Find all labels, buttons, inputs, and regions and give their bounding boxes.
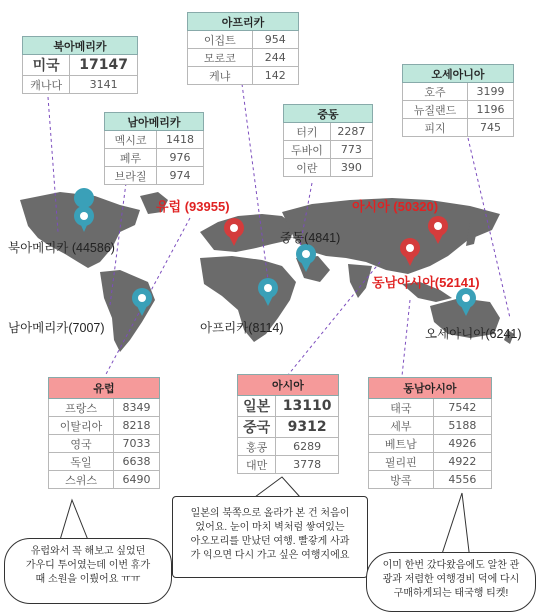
india-landmass: [348, 264, 372, 298]
table-cell: 일본: [238, 396, 276, 417]
table-cell: 미국: [23, 55, 70, 76]
comment-bubble-europe: [4, 538, 172, 604]
table-header: 아시아: [238, 375, 339, 396]
table-header: 아프리카: [188, 13, 299, 31]
table-cell: 142: [252, 67, 298, 85]
table-cell: 745: [468, 119, 514, 137]
comment-line: 때 소원을 이뤘어요 ㅠㅠ: [35, 574, 141, 585]
table-cell: 5188: [433, 417, 491, 435]
table-cell: 두바이: [284, 141, 331, 159]
table-cell: 프랑스: [49, 399, 114, 417]
table-south-america: [104, 112, 204, 185]
table-cell: 6638: [114, 453, 160, 471]
table-header: 오세아니아: [403, 65, 514, 83]
comment-line: 구매하게되는 태국행 티켓!: [393, 588, 509, 599]
table-cell: 9312: [276, 417, 339, 438]
label-south-america: 남아메리카(7007): [8, 321, 105, 335]
comment-line: 이미 한번 갔다왔음에도 알찬 관: [382, 560, 520, 571]
comment-line: 일본의 북쪽으로 올라가 본 건 처음이: [190, 508, 350, 519]
table-cell: 13110: [276, 396, 339, 417]
table-cell: 이란: [284, 159, 331, 177]
table-cell: 브라질: [105, 167, 157, 185]
table-cell: 터키: [284, 123, 331, 141]
table-southeast-asia: [368, 377, 492, 489]
table-cell: 1196: [468, 101, 514, 119]
tail-asia: [255, 477, 300, 497]
table-cell: 1418: [157, 131, 204, 149]
comment-bubble-asia: [172, 496, 368, 578]
table-asia: [237, 374, 339, 474]
tail-southeast-asia: [440, 493, 470, 560]
table-cell: 태국: [369, 399, 434, 417]
label-southeast-asia: 동남아시아(52141): [372, 275, 480, 290]
comment-line: 가우디 투어였는데 이번 휴가: [25, 560, 151, 571]
comment-line: 었어요. 눈이 마치 벽처럼 쌓여있는: [195, 522, 345, 533]
table-europe: [48, 377, 160, 489]
table-cell: 뉴질랜드: [403, 101, 468, 119]
table-cell: 4926: [433, 435, 491, 453]
table-cell: 8349: [114, 399, 160, 417]
leader-southeast-asia: [402, 300, 410, 376]
table-cell: 244: [252, 49, 298, 67]
table-cell: 대만: [238, 456, 276, 474]
south-america-landmass: [100, 270, 155, 352]
table-cell: 캐나다: [23, 76, 70, 94]
label-oceania: 오세아니아(6241): [425, 327, 522, 341]
table-cell: 3141: [70, 76, 138, 94]
table-cell: 케냐: [188, 67, 253, 85]
table-cell: 페루: [105, 149, 157, 167]
table-cell: 3778: [276, 456, 339, 474]
table-cell: 베트남: [369, 435, 434, 453]
table-cell: 모로코: [188, 49, 253, 67]
table-cell: 3199: [468, 83, 514, 101]
table-header: 북아메리카: [23, 37, 138, 55]
table-cell: 호주: [403, 83, 468, 101]
table-cell: 필리핀: [369, 453, 434, 471]
table-cell: 홍콩: [238, 438, 276, 456]
table-cell: 방콕: [369, 471, 434, 489]
table-header: 동남아시아: [369, 378, 492, 399]
table-cell: 세부: [369, 417, 434, 435]
table-cell: 이탈리아: [49, 417, 114, 435]
table-cell: 스위스: [49, 471, 114, 489]
table-cell: 390: [330, 159, 372, 177]
table-cell: 멕시코: [105, 131, 157, 149]
table-cell: 954: [252, 31, 298, 49]
table-header: 유럽: [49, 378, 160, 399]
table-cell: 6490: [114, 471, 160, 489]
table-header: 중동: [284, 105, 373, 123]
table-oceania: [402, 64, 514, 137]
table-cell: 4922: [433, 453, 491, 471]
label-middle-east: 중동(4841): [280, 231, 341, 245]
table-header: 남아메리카: [105, 113, 204, 131]
table-cell: 이집트: [188, 31, 253, 49]
table-cell: 976: [157, 149, 204, 167]
table-cell: 4556: [433, 471, 491, 489]
table-cell: 중국: [238, 417, 276, 438]
table-cell: 8218: [114, 417, 160, 435]
table-cell: 773: [330, 141, 372, 159]
comment-line: 가 익으면 다시 가고 싶은 여행지에요: [190, 550, 350, 561]
table-cell: 974: [157, 167, 204, 185]
table-cell: 피지: [403, 119, 468, 137]
label-africa: 아프리카(8114): [200, 321, 284, 335]
table-cell: 6289: [276, 438, 339, 456]
label-europe: 유럽 (93955): [156, 199, 230, 214]
table-cell: 7033: [114, 435, 160, 453]
label-north-america: 북아메리카 (44586): [8, 241, 115, 255]
comment-line: 아오모리를 만났던 여행. 빨갛게 사과: [190, 536, 350, 547]
table-cell: 2287: [330, 123, 372, 141]
table-cell: 영국: [49, 435, 114, 453]
leader-africa: [242, 84, 268, 280]
comment-bubble-southeast-asia: [366, 552, 536, 612]
comment-line: 광과 저렴한 여행경비 덕에 다시: [382, 574, 520, 585]
label-asia: 아시아 (50320): [352, 199, 439, 214]
comment-line: 유럽와서 꼭 해보고 싶었던: [30, 546, 146, 557]
table-north-america: [22, 36, 138, 94]
table-africa: [187, 12, 299, 85]
table-middle-east: [283, 104, 373, 177]
table-cell: 17147: [70, 55, 138, 76]
table-cell: 7542: [433, 399, 491, 417]
table-cell: 독일: [49, 453, 114, 471]
